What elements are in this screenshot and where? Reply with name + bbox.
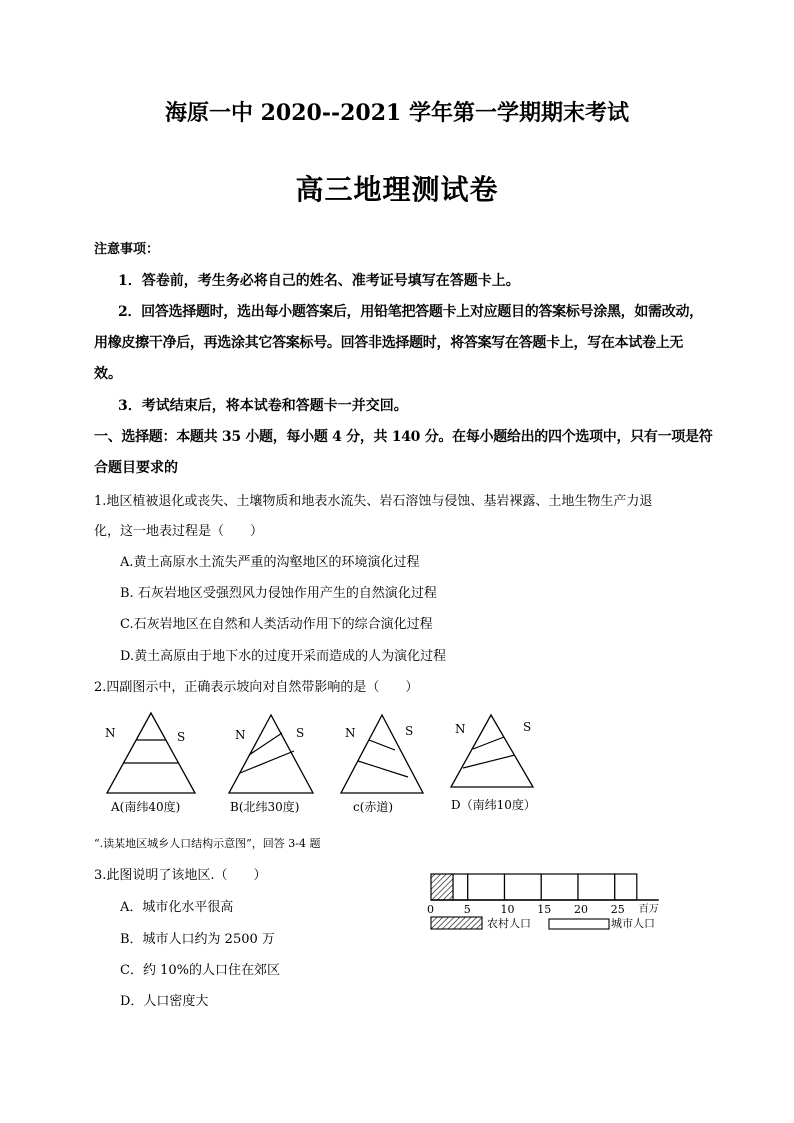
urban-bar-segment [541, 874, 578, 900]
tick-label: 25 [610, 903, 625, 916]
notice-item-3: 3．考试结束后，将本试卷和答题卡一并交回。 [118, 398, 408, 414]
legend-urban-label: 城市人口 [611, 917, 655, 930]
urban-bar-segment [615, 874, 637, 900]
legend-urban-swatch [549, 919, 609, 929]
figure-b-s: S [296, 726, 305, 740]
figure-c-n: N [345, 726, 356, 740]
notice-item-2-line-1: 2．回答选择题时，选出每小题答案后，用铅笔把答题卡上对应题目的答案标号涂黑，如需改动， [118, 304, 703, 320]
urban-bar-segment [468, 874, 505, 900]
q1-option-d: D.黄土高原由于地下水的过度开采而造成的人为演化过程 [120, 649, 447, 664]
legend-rural-swatch [431, 917, 482, 929]
exam-title: 海原一中 2020--2021 学年第一学期期末考试 [164, 100, 630, 126]
q3-option-a: A．城市化水平很高 [120, 900, 234, 915]
q3-option-c: C．约 10%的人口住在郊区 [120, 963, 280, 978]
q3-option-d: D．人口密度大 [120, 994, 209, 1009]
tick-label: 15 [537, 903, 552, 916]
q3-option-b: B．城市人口约为 2500 万 [120, 932, 275, 947]
slope-figures [95, 705, 555, 823]
figure-c-s: S [405, 724, 414, 738]
notice-item-2-line-2: 用橡皮擦干净后，再选涂其它答案标号。回答非选择题时，将答案写在答题卡上，写在本试卷上无 [94, 335, 684, 351]
figure-c-caption: c(赤道) [353, 800, 394, 814]
q1-option-b: B. 石灰岩地区受强烈风力侵蚀作用产生的自然演化过程 [120, 586, 437, 601]
figure-d-n: N [455, 722, 466, 736]
q1-option-c: C.石灰岩地区在自然和人类活动作用下的综合演化过程 [120, 617, 433, 632]
legend-rural-label: 农村人口 [487, 917, 531, 930]
q1-stem-line-2: 化，这一地表过程是（ ） [94, 524, 264, 539]
q2-stem: 2.四副图示中，正确表示坡向对自然带影响的是（ ） [94, 680, 419, 695]
figure-d-caption: D（南纬10度） [451, 798, 536, 812]
figure-c [341, 715, 423, 814]
notice-heading: 注意事项： [94, 242, 160, 257]
section-heading-line-2: 合题目要求的 [94, 460, 178, 476]
figure-a-caption: A(南纬40度) [111, 800, 181, 814]
figure-d-s: S [523, 720, 532, 734]
figure-b [229, 715, 313, 814]
tick-label: 20 [574, 903, 588, 916]
urban-bar-segment [505, 874, 542, 900]
figure-d [451, 715, 536, 812]
tick-label: 5 [463, 903, 471, 916]
rural-bar [431, 874, 453, 900]
figure-b-n: N [235, 728, 246, 742]
figure-a-n: N [105, 726, 116, 740]
tick-label: 10 [500, 903, 515, 916]
tick-label: 0 [427, 903, 434, 916]
urban-bar-segment [453, 874, 468, 900]
population-structure-chart [420, 866, 680, 938]
figure-a-s: S [177, 730, 186, 744]
q1-option-a: A.黄土高原水土流失严重的沟壑地区的环境演化过程 [120, 555, 420, 570]
unit-label: 百万 [638, 904, 659, 915]
exam-subtitle: 高三地理测试卷 [295, 173, 499, 206]
notice-item-2-line-3: 效。 [94, 366, 122, 382]
notice-item-1: 1．答卷前，考生务必将自己的姓名、准考证号填写在答题卡上。 [118, 273, 520, 289]
figure-a [105, 713, 195, 814]
read-note: “.读某地区城乡人口结构示意图”，回答 3-4 题 [94, 837, 321, 850]
q3-stem: 3.此图说明了该地区.（ ） [94, 868, 267, 883]
section-heading-line-1: 一、选择题：本题共 35 小题，每小题 4 分，共 140 分。在每小题给出的四个选项中，只有一项是符 [94, 429, 713, 445]
figure-b-caption: B(北纬30度) [230, 800, 300, 814]
urban-bar-segment [578, 874, 615, 900]
q1-stem-line-1: 1.地区植被退化或丧失、土壤物质和地表水流失、岩石溶蚀与侵蚀、基岩裸露、土地生物生产力退 [94, 494, 653, 509]
